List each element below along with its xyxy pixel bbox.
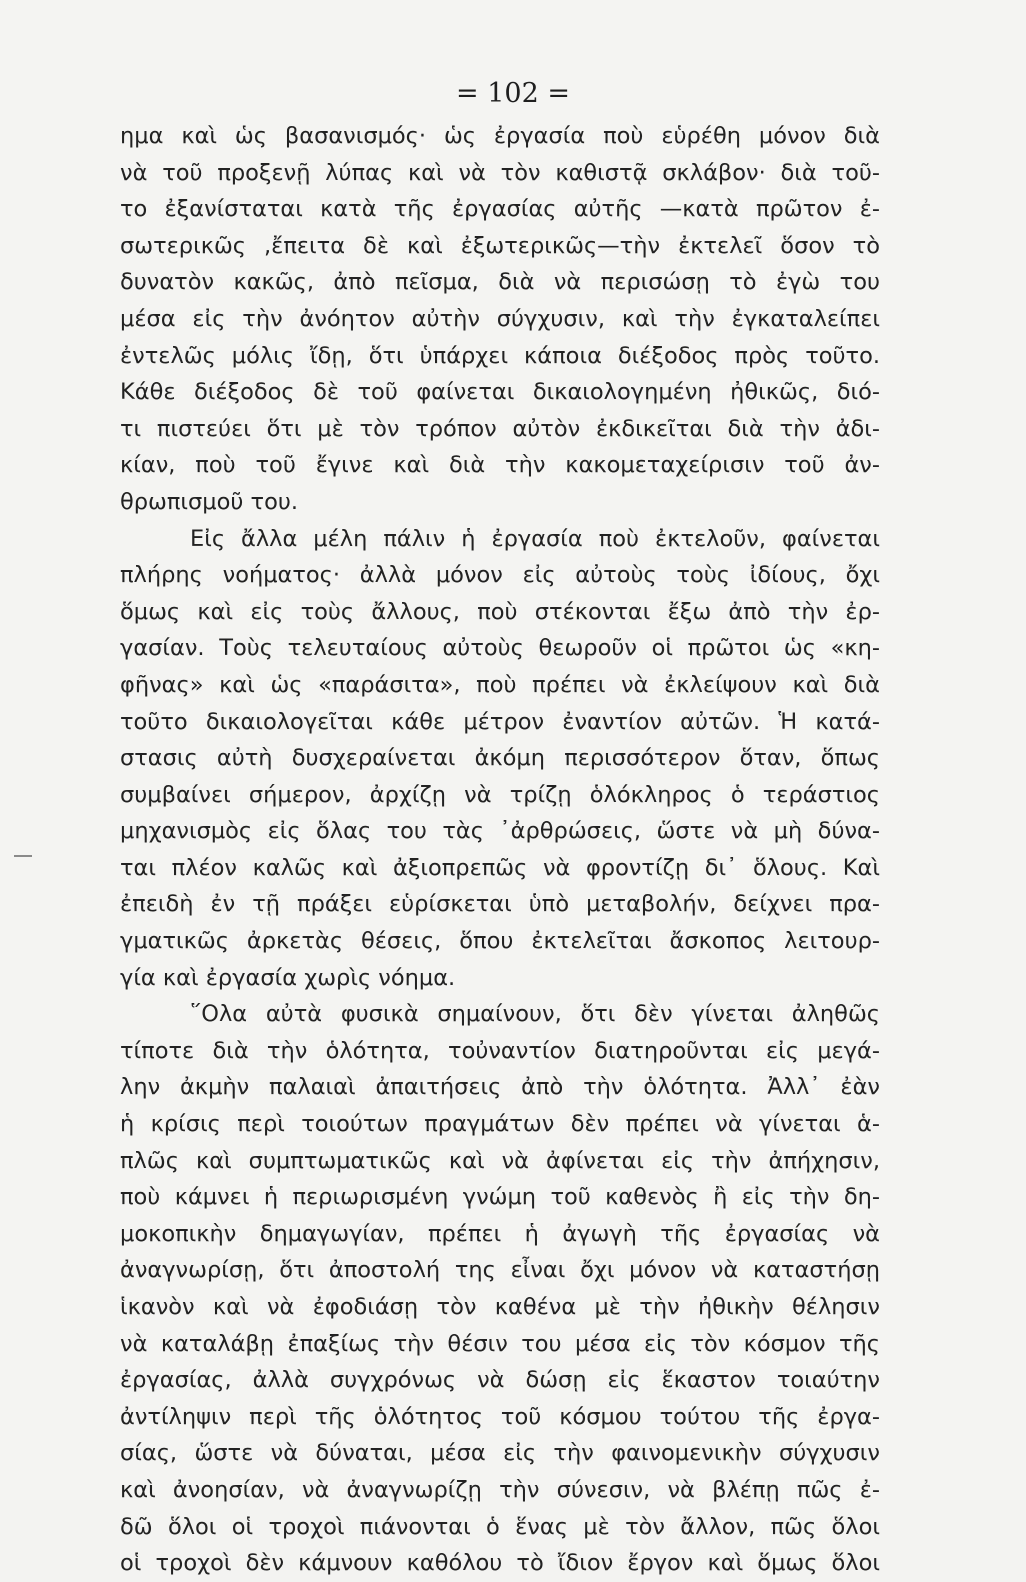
text-line: Κάθε διέξοδος δὲ τοῦ φαίνεται δικαιολογημένη ἠθικῶς, διό- xyxy=(120,379,880,406)
text-line: γία καὶ ἐργασία χωρὶς νόημα. xyxy=(120,964,456,991)
text-line: συμβαίνει σήμερον, ἀρχίζῃ νὰ τρίζῃ ὁλόκληρος ὁ τεράστιος xyxy=(120,781,880,808)
text-line: ἱκανὸν καὶ νὰ ἐφοδιάσῃ τὸν καθένα μὲ τὴν ἠθικὴν θέλησιν xyxy=(120,1294,880,1320)
text-line: ἀντίληψιν περὶ τῆς ὁλότητος τοῦ κόσμου τούτου τῆς ἐργα- xyxy=(120,1403,880,1430)
text-line: δῶ ὅλοι οἱ τροχοὶ πιάνονται ὁ ἕνας μὲ τὸν ἄλλον, πῶς ὅλοι xyxy=(120,1513,880,1540)
text-line: τι πιστεύει ὅτι μὲ τὸν τρόπον αὐτὸν ἐκδικεῖται διὰ τὴν ἀδι- xyxy=(120,415,880,442)
text-line: φῆνας» καὶ ὡς «παράσιτα», ποὺ πρέπει νὰ ἐκλείψουν καὶ διὰ xyxy=(120,671,880,698)
text-line: ἐργασίας, ἀλλὰ συγχρόνως νὰ δώσῃ εἰς ἕκαστον τοιαύτην xyxy=(120,1367,880,1394)
text-line: γματικῶς ἀρκετὰς θέσεις, ὅπου ἐκτελεῖται ἄσκοπος λειτουρ- xyxy=(120,928,880,955)
text-line: το ἐξανίσταται κατὰ τῆς ἐργασίας αὐτῆς —κατὰ πρῶτον ἐ- xyxy=(120,196,880,223)
text-line: τοῦτο δικαιολογεῖται κάθε μέτρον ἐναντίον αὐτῶν. Ἡ κατά- xyxy=(120,708,880,735)
text-line: ἐπειδὴ ἐν τῇ πράξει εὑρίσκεται ὑπὸ μεταβολήν, δείχνει πρα- xyxy=(120,891,880,918)
text-line: ἀναγνωρίσῃ, ὅτι ἀποστολή της εἶναι ὄχι μόνον νὰ καταστήσῃ xyxy=(120,1257,880,1284)
text-line: τίποτε διὰ τὴν ὁλότητα, τοὐναντίον διατηροῦνται εἰς μεγά- xyxy=(120,1037,880,1064)
text-line: σίας, ὥστε νὰ δύναται, μέσα εἰς τὴν φαινομενικὴν σύγχυσιν xyxy=(120,1440,880,1467)
text-line: θρωπισμοῦ του. xyxy=(120,488,299,515)
text-line: Εἰς ἄλλα μέλη πάλιν ἡ ἐργασία ποὺ ἐκτελοῦν, φαίνεται xyxy=(190,525,880,552)
text-line: σωτερικῶς ,ἔπειτα δὲ καὶ ἐξωτερικῶς—τὴν ἐκτελεῖ ὅσον τὸ xyxy=(120,232,880,259)
text-line: στασις αὐτὴ δυσχεραίνεται ἀκόμη περισσότερον ὅταν, ὅπως xyxy=(120,745,880,772)
margin-mark xyxy=(14,855,32,857)
text-line: νὰ τοῦ προξενῇ λύπας καὶ νὰ τὸν καθιστᾷ σκλάβον· διὰ τοῦ- xyxy=(120,159,880,186)
text-line: πλῶς καὶ συμπτωματικῶς καὶ νὰ ἀφίνεται εἰς τὴν ἀπήχησιν, xyxy=(120,1147,880,1174)
text-line: ημα καὶ ὡς βασανισμός· ὡς ἐργασία ποὺ εὑρέθη μόνον διὰ xyxy=(120,123,880,149)
text-line: πλήρης νοήματος· ἀλλὰ μόνον εἰς αὐτοὺς τοὺς ἰδίους, ὄχι xyxy=(120,562,880,589)
page-number: = 102 = xyxy=(456,78,570,109)
text-line: καὶ ἀνοησίαν, νὰ ἀναγνωρίζῃ τὴν σύνεσιν, νὰ βλέπῃ πῶς ἐ- xyxy=(120,1476,880,1503)
text-line: ὅμως καὶ εἰς τοὺς ἄλλους, ποὺ στέκονται ἔξω ἀπὸ τὴν ἐρ- xyxy=(120,598,880,625)
text-line: νὰ καταλάβῃ ἐπαξίως τὴν θέσιν του μέσα εἰς τὸν κόσμον τῆς xyxy=(120,1330,880,1357)
text-line: μέσα εἰς τὴν ἀνόητον αὐτὴν σύγχυσιν, καὶ τὴν ἐγκαταλείπει xyxy=(120,305,880,332)
text-line: ποὺ κάμνει ἡ περιωρισμένη γνώμη τοῦ καθενὸς ἢ εἰς τὴν δη- xyxy=(120,1184,880,1211)
text-line: μηχανισμὸς εἰς ὅλας του τὰς ᾽ἀρθρώσεις, ὥστε νὰ μὴ δύνα- xyxy=(120,818,880,845)
body-text xyxy=(120,118,880,1582)
text-line: ται πλέον καλῶς καὶ ἀξιοπρεπῶς νὰ φροντίζῃ δι᾽ ὅλους. Καὶ xyxy=(120,854,880,881)
text-line: γασίαν. Τοὺς τελευταίους αὐτοὺς θεωροῦν οἱ πρῶτοι ὡς «κη- xyxy=(120,635,880,662)
text-line: κίαν, ποὺ τοῦ ἔγινε καὶ διὰ τὴν κακομεταχείρισιν τοῦ ἀν- xyxy=(120,452,880,479)
text-line: ῞Ολα αὐτὰ φυσικὰ σημαίνουν, ὅτι δὲν γίνεται ἀληθῶς xyxy=(190,1001,880,1028)
text-line: ἡ κρίσις περὶ τοιούτων πραγμάτων δὲν πρέπει νὰ γίνεται ἁ- xyxy=(120,1111,880,1138)
text-line: μοκοπικὴν δημαγωγίαν, πρέπει ἡ ἀγωγὴ τῆς ἐργασίας νὰ xyxy=(120,1220,880,1247)
text-line: οἱ τροχοὶ δὲν κάμνουν καθόλου τὸ ἴδιον ἔργον καὶ ὅμως ὅλοι xyxy=(120,1550,880,1577)
text-line: δυνατὸν κακῶς, ἀπὸ πεῖσμα, διὰ νὰ περισώσῃ τὸ ἐγὼ του xyxy=(120,269,880,296)
text-line: ἐντελῶς μόλις ἴδῃ, ὅτι ὑπάρχει κάποια διέξοδος πρὸς τοῦτο. xyxy=(120,342,880,369)
text-line: λην ἀκμὴν παλαιαὶ ἀπαιτήσεις ἀπὸ τὴν ὁλότητα. Ἀλλ᾽ ἐὰν xyxy=(120,1074,880,1101)
